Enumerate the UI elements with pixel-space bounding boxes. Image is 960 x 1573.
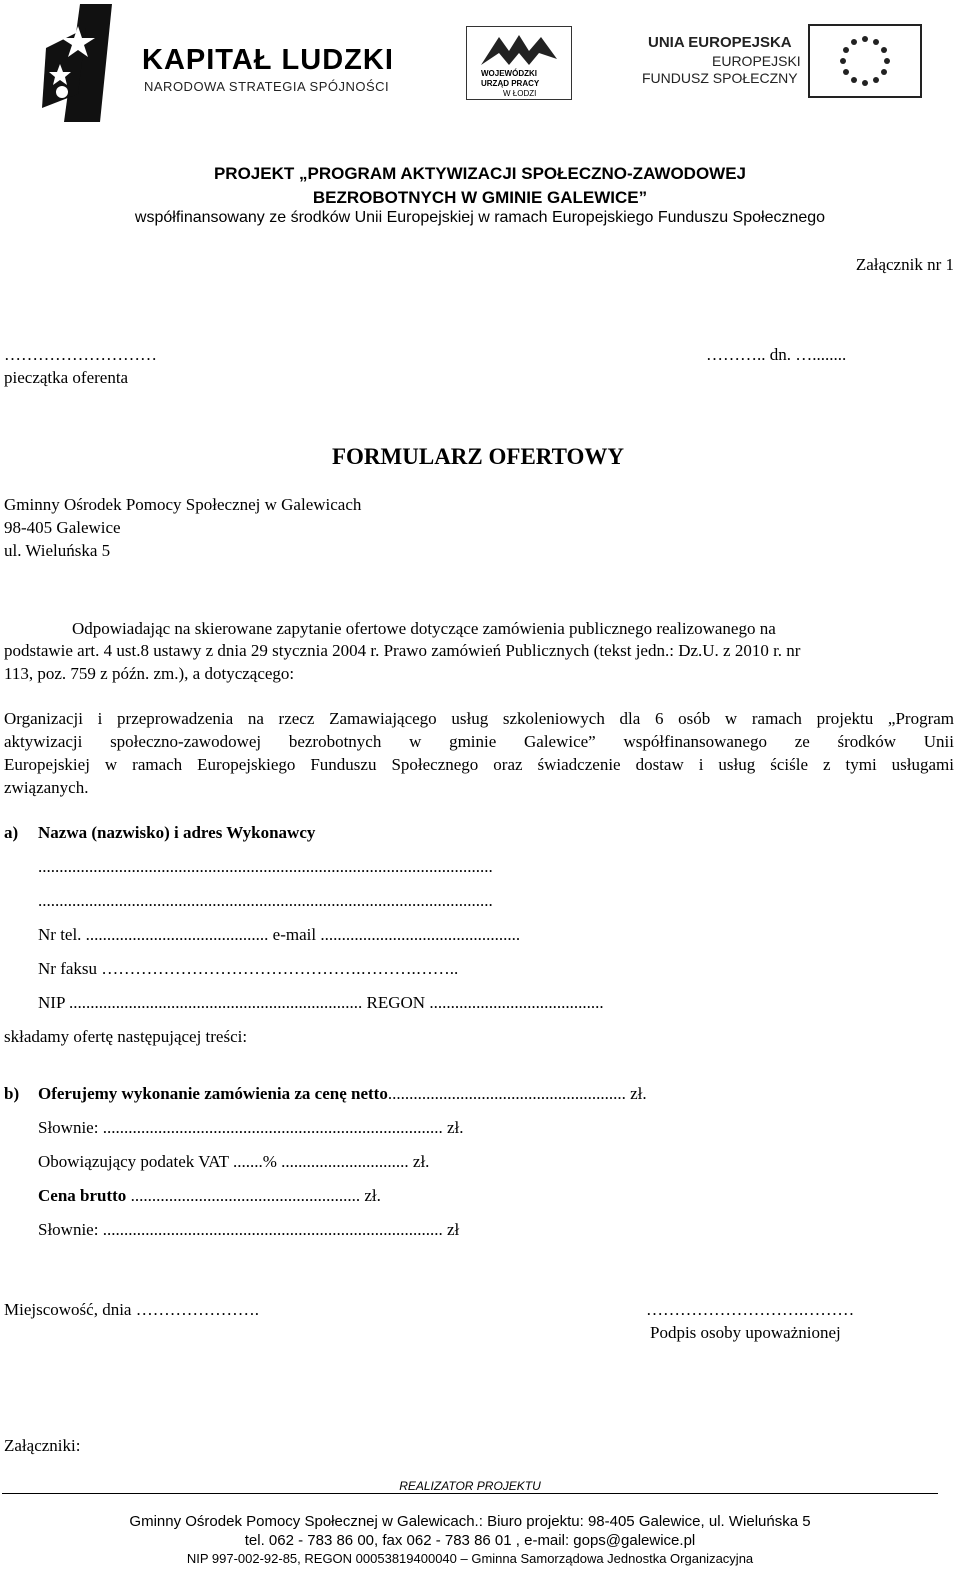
signature-dots[interactable]: ……………………….………	[646, 1300, 855, 1319]
vat-field[interactable]: Obowiązujący podatek VAT .......% .............................. zł.	[38, 1152, 430, 1171]
nip-regon-field[interactable]: NIP ..................................................................... REGON .........................................	[38, 993, 604, 1012]
gross-words-field[interactable]: Słownie: ................................................................................ zł	[38, 1220, 460, 1239]
wup-line1: WOJEWÓDZKI	[481, 69, 537, 78]
eu-stars-icon	[810, 26, 920, 96]
project-cofinance: współfinansowany ze środków Unii Europejskiej w ramach Europejskiego Funduszu Społecznego	[134, 209, 826, 226]
section-a-title: Nazwa (nazwisko) i adres Wykonawcy	[38, 823, 316, 842]
recipient-line2: 98-405 Galewice	[4, 518, 121, 537]
kapital-ludzki-emblem-icon	[38, 4, 118, 122]
logo-eu-efs	[640, 24, 930, 100]
footer-realizator: REALIZATOR PROJEKTU	[399, 1479, 541, 1493]
subject-line2: aktywizacji społeczno-zawodowej bezrobotnych w gminie Galewice” współfinansowanego ze środków Unii	[4, 732, 954, 751]
intro-line2: podstawie art. 4 ust.8 ustawy z dnia 29 stycznia 2004 r. Prawo zamówień Publicznych (tekst jedn.: Dz.U. z 2010 r. nr	[4, 641, 801, 660]
contractor-address-field[interactable]: ...........................................................................................................	[38, 891, 493, 910]
subject-line1: Organizacji i przeprowadzenia na rzecz Zamawiającego usług szkoleniowych dla 6 osób w ramach projektu „Program	[4, 709, 954, 728]
attachments-label: Załączniki:	[4, 1436, 81, 1455]
net-price-row[interactable]	[38, 1084, 647, 1104]
subject-line4: związanych.	[4, 778, 89, 797]
stamp-dots: ………………………	[4, 345, 157, 364]
form-title: FORMULARZ OFERTOWY	[331, 444, 625, 469]
wup-line3: W ŁODZI	[503, 89, 537, 98]
eu-line1: UNIA EUROPEJSKA	[648, 34, 792, 51]
net-price-field[interactable]: ........................................................ zł.	[387, 1084, 647, 1103]
section-a-letter: a)	[4, 823, 19, 842]
footer-line1: Gminny Ośrodek Pomocy Społecznej w Galewicach.: Biuro projektu: 98-405 Galewice, ul. Wieluńska 5	[129, 1513, 811, 1530]
project-title-line2: BEZROBOTNYCH W GMINIE GALEWICE”	[312, 188, 648, 207]
footer-line3: NIP 997-002-92-85, REGON 00053819400040 – Gminna Samorządowa Jednostka Organizacyjna	[186, 1551, 754, 1566]
recipient-line3: ul. Wieluńska 5	[4, 541, 111, 560]
footer-divider	[2, 1493, 938, 1494]
wup-arrows-icon	[469, 29, 569, 69]
kapital-ludzki-subtitle: NARODOWA STRATEGIA SPÓJNOŚCI	[144, 79, 390, 94]
attachment-number: Załącznik nr 1	[855, 255, 954, 274]
eu-line3: FUNDUSZ SPOŁECZNY	[642, 70, 798, 86]
recipient-line1: Gminny Ośrodek Pomocy Społecznej w Galewicach	[4, 495, 362, 514]
intro-line3: 113, poz. 759 z późn. zm.), a dotyczącego:	[4, 664, 295, 683]
kapital-ludzki-title: KAPITAŁ LUDZKI	[142, 44, 394, 76]
project-title-line1: PROJEKT „PROGRAM AKTYWIZACJI SPOŁECZNO-ZAWODOWEJ	[213, 164, 747, 183]
eu-flag	[808, 24, 922, 98]
logo-wup-lodz	[466, 26, 572, 100]
offer-intro: składamy ofertę następującej treści:	[4, 1027, 248, 1046]
fax-field[interactable]: Nr faksu ……………………………………….……….……..	[38, 959, 459, 978]
footer-line2: tel. 062 - 783 86 00, fax 062 - 783 86 01 , e-mail: gops@galewice.pl	[244, 1532, 696, 1549]
section-b-letter: b)	[4, 1084, 20, 1103]
gross-price-label: Cena brutto	[38, 1186, 127, 1205]
wup-line2: URZĄD PRACY	[481, 79, 540, 88]
stamp-label: pieczątka oferenta	[4, 368, 129, 387]
gross-price-field[interactable]: ...................................................... zł.	[126, 1186, 381, 1205]
contractor-name-field[interactable]: ...........................................................................................................	[38, 857, 493, 876]
logo-kapital-ludzki	[38, 4, 418, 122]
net-words-field[interactable]: Słownie: ................................................................................ zł.	[38, 1118, 464, 1137]
gross-price-row[interactable]	[38, 1186, 381, 1206]
date-line: ……….. dn. …........	[706, 345, 847, 364]
eu-line2: EUROPEJSKI	[712, 53, 801, 69]
intro-line1: Odpowiadając na skierowane zapytanie ofertowe dotyczące zamówienia publicznego realizowanego na	[72, 619, 776, 638]
net-price-label: Oferujemy wykonanie zamówienia za cenę netto	[38, 1084, 388, 1103]
phone-email-field[interactable]: Nr tel. ........................................... e-mail ...............................................	[38, 925, 521, 944]
signature-label: Podpis osoby upoważnionej	[650, 1323, 841, 1342]
place-date-field[interactable]: Miejscowość, dnia ………………….	[4, 1300, 259, 1319]
subject-line3: Europejskiej w ramach Europejskiego Funduszu Społecznego oraz świadczenie dostaw i usług ściśle z tymi usługami	[4, 755, 954, 774]
